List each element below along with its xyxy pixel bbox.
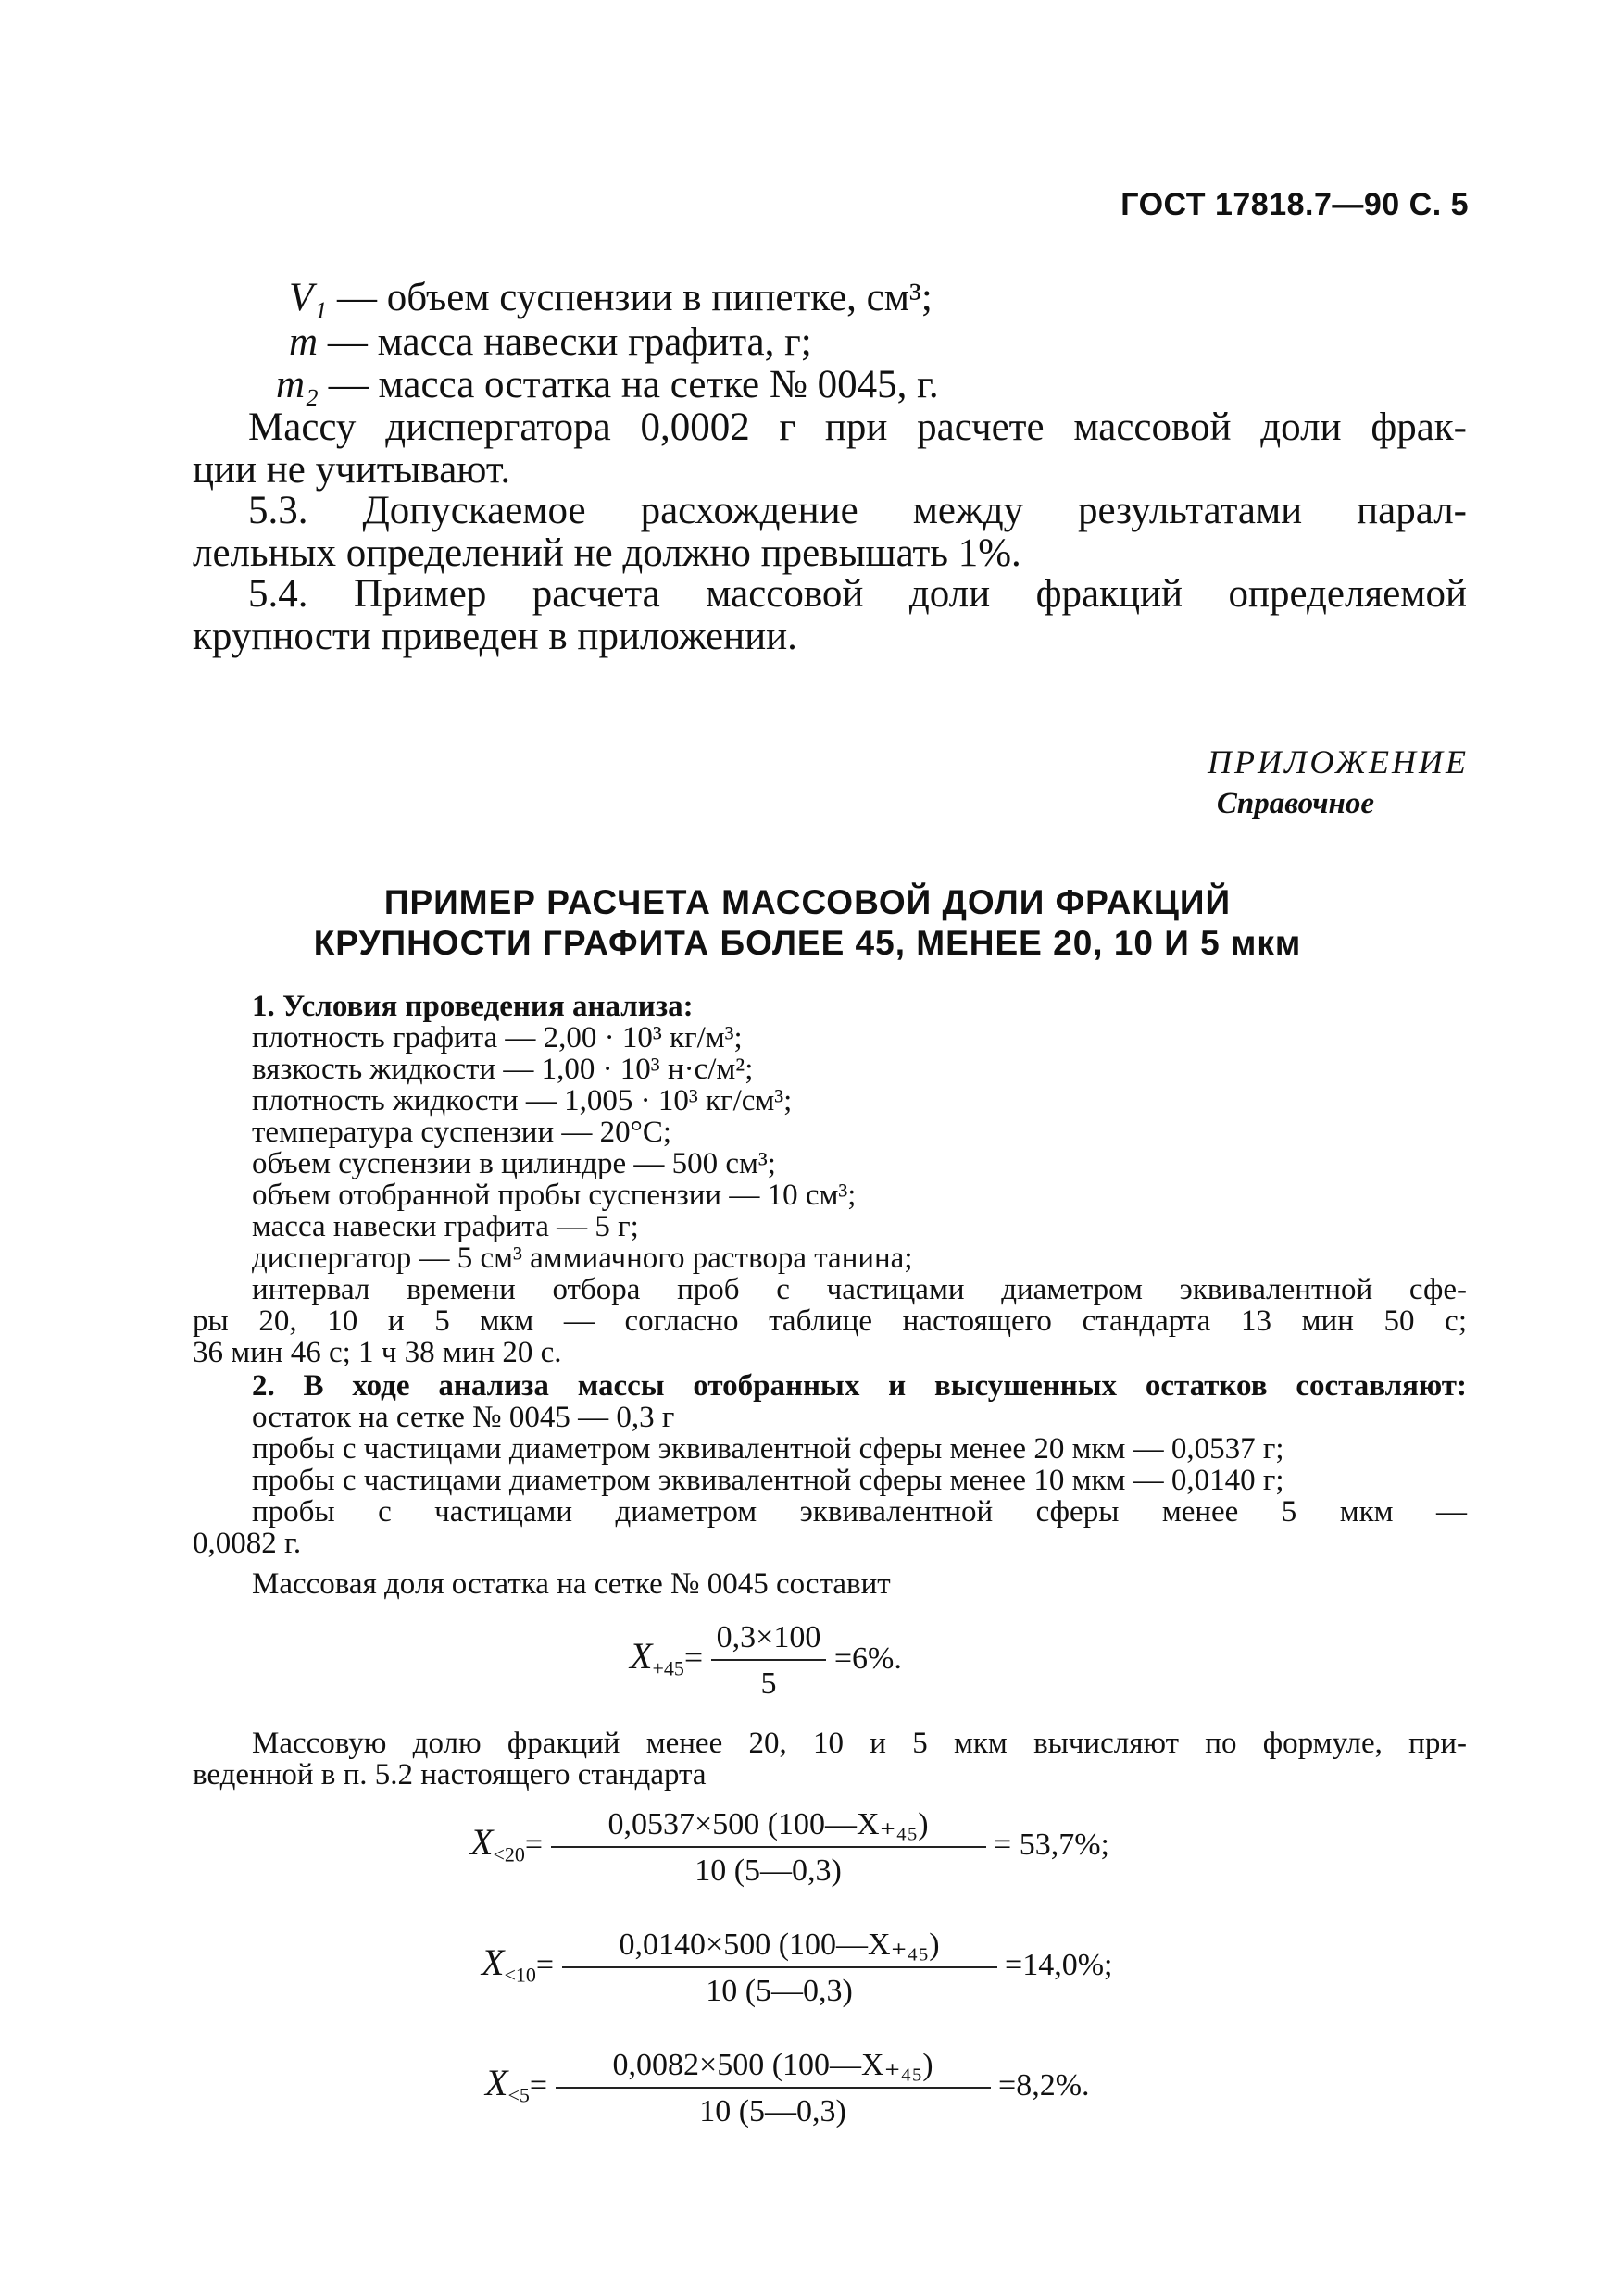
fraction-text-l1: Массовую долю фракций менее 20, 10 и 5 мкм вычисляют по формуле, при- bbox=[252, 1727, 1467, 1760]
formula-numerator: 0,0140×500 (100—X₊₄₅) bbox=[562, 1926, 997, 1968]
var-v1 bbox=[289, 278, 933, 318]
fraction-text-l2: веденной в п. 5.2 настоящего стандарта bbox=[193, 1758, 707, 1791]
condition-item: плотность графита — 2,00 · 10³ кг/м³; bbox=[252, 1021, 743, 1054]
para-5-3-l1: 5.3. Допускаемое расхождение между результатами парал- bbox=[248, 489, 1467, 532]
para-dispergator-l1: Массу диспергатора 0,0002 г при расчете массовой доли фрак- bbox=[248, 406, 1467, 449]
formula-denominator: 5 bbox=[760, 1666, 777, 1701]
var-text: — масса навески графита, г; bbox=[327, 320, 812, 364]
section-2-heading: 2. В ходе анализа массы отобранных и высушенных остатков составляют: bbox=[252, 1369, 1467, 1403]
formula-numerator: 0,3×100 bbox=[711, 1620, 827, 1661]
var-m bbox=[289, 322, 812, 363]
formula-x-less10: $X_{<10}=$ $\frac{\text{0,0140×500 (100—X₊₄₅)}}{10 (5—0,3)}$ =14,0%; bbox=[482, 1928, 1113, 2008]
formula-lhs: X bbox=[470, 1820, 494, 1863]
formula-fraction bbox=[711, 1620, 827, 1702]
para-5-4-l1: 5.4. Пример расчета массовой доли фракций определяемой bbox=[248, 572, 1467, 616]
page-header: ГОСТ 17818.7—90 С. 5 bbox=[1120, 187, 1469, 222]
formula-fraction bbox=[562, 1926, 997, 2009]
formula-x-less5: $X_{<5}=$ $\frac{\text{0,0082×500 (100—X₊₄₅)}}{10 (5—0,3)}$ =8,2%. bbox=[485, 2048, 1090, 2128]
para-dispergator-l2: ции не учитывают. bbox=[193, 448, 511, 492]
condition-item: плотность жидкости — 1,005 · 10³ кг/см³; bbox=[252, 1084, 793, 1117]
residue-item-last-l1: пробы с частицами диаметром эквивалентной сферы менее 5 мкм — bbox=[252, 1495, 1467, 1529]
formula-numerator: 0,0537×500 (100—X₊₄₅) bbox=[551, 1805, 986, 1848]
var-text: — масса остатка на сетке № 0045, г. bbox=[328, 363, 939, 406]
section-title-l2: КРУПНОСТИ ГРАФИТА БОЛЕЕ 45, МЕНЕЕ 20, 10 И 5 мкм bbox=[313, 924, 1302, 962]
var-symbol: V₁ bbox=[289, 276, 328, 319]
formula-subscript: <5 bbox=[507, 2083, 530, 2107]
interval-l1: интервал времени отбора проб с частицами диаметром эквивалентной сфе- bbox=[252, 1273, 1467, 1306]
appendix-type: Справочное bbox=[1216, 787, 1374, 820]
section-1-heading: 1. Условия проведения анализа: bbox=[252, 990, 694, 1023]
formula-lhs: X bbox=[485, 2061, 508, 2103]
var-text: — объем суспензии в пипетке, см³; bbox=[336, 276, 933, 319]
formula-denominator: 10 (5—0,3) bbox=[699, 2094, 846, 2128]
formula-denominator: 10 (5—0,3) bbox=[695, 1853, 842, 1888]
formula-x-plus45: $X_{+45}=$ $\frac{0,3\times 100}{5}$ =6%. bbox=[630, 1620, 902, 1701]
formula-subscript: +45 bbox=[652, 1656, 684, 1680]
section-title-l1: ПРИМЕР РАСЧЕТА МАССОВОЙ ДОЛИ ФРАКЦИЙ bbox=[383, 883, 1232, 921]
formula-subscript: <10 bbox=[504, 1963, 536, 1987]
formula-result: =8,2%. bbox=[998, 2067, 1090, 2103]
interval-l2: ры 20, 10 и 5 мкм — согласно таблице настоящего стандарта 13 мин 50 с; bbox=[193, 1304, 1467, 1338]
formula-result: =14,0%; bbox=[1005, 1947, 1113, 1982]
appendix-label: ПРИЛОЖЕНИЕ bbox=[1208, 743, 1469, 780]
condition-item: масса навески графита — 5 г; bbox=[252, 1210, 639, 1243]
residue-item: остаток на сетке № 0045 — 0,3 г bbox=[252, 1401, 675, 1434]
condition-item: диспергатор — 5 см³ аммиачного раствора танина; bbox=[252, 1242, 913, 1275]
formula-lhs: X bbox=[630, 1634, 653, 1677]
mass-fraction-text: Массовая доля остатка на сетке № 0045 составит bbox=[252, 1567, 891, 1601]
formula-x-less20: $X_{<20}=$ $\frac{\text{0,0537×500 (100—X₊₄₅)}}{10 (5—0,3)}$ = 53,7%; bbox=[470, 1807, 1109, 1888]
residue-item: пробы с частицами диаметром эквивалентной сферы менее 20 мкм — 0,0537 г; bbox=[252, 1432, 1284, 1466]
var-m2 bbox=[276, 365, 939, 406]
condition-item: объем отобранной пробы суспензии — 10 см³; bbox=[252, 1179, 857, 1212]
condition-item: вязкость жидкости — 1,00 · 10³ н·с/м²; bbox=[252, 1053, 754, 1086]
residue-item-last-l2: 0,0082 г. bbox=[193, 1527, 302, 1560]
formula-numerator: 0,0082×500 (100—X₊₄₅) bbox=[556, 2046, 991, 2089]
formula-fraction bbox=[551, 1805, 986, 1889]
var-symbol: m₂ bbox=[276, 363, 319, 406]
condition-item: температура суспензии — 20°С; bbox=[252, 1116, 671, 1149]
para-5-3-l2: лельных определений не должно превышать 1%. bbox=[193, 531, 1021, 575]
formula-denominator: 10 (5—0,3) bbox=[706, 1974, 853, 2008]
formula-fraction bbox=[556, 2046, 991, 2129]
formula-result: =6%. bbox=[833, 1641, 902, 1676]
var-symbol: m bbox=[289, 320, 319, 364]
condition-item: объем суспензии в цилиндре — 500 см³; bbox=[252, 1147, 776, 1180]
formula-result: = 53,7%; bbox=[994, 1827, 1109, 1862]
interval-l3: 36 мин 46 с; 1 ч 38 мин 20 с. bbox=[193, 1336, 562, 1369]
para-5-4-l2: крупности приведен в приложении. bbox=[193, 615, 797, 658]
residue-item: пробы с частицами диаметром эквивалентной сферы менее 10 мкм — 0,0140 г; bbox=[252, 1464, 1284, 1497]
formula-lhs: X bbox=[482, 1940, 505, 1983]
formula-subscript: <20 bbox=[493, 1842, 525, 1866]
